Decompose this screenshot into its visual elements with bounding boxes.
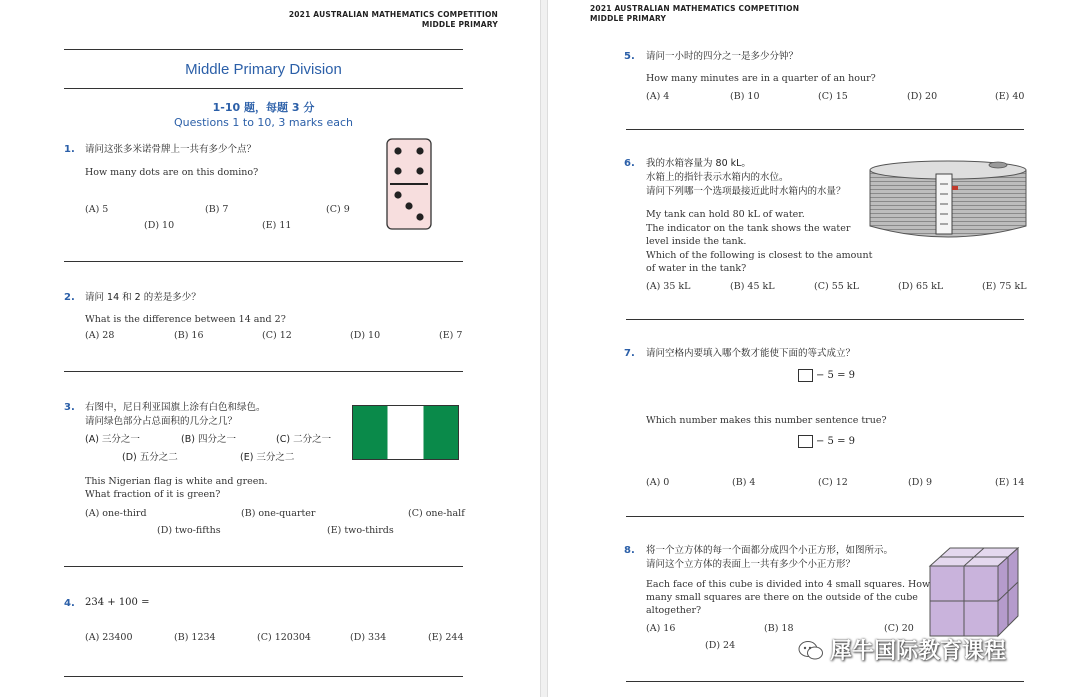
question-text-zh: 将一个立方体的每一个面都分成四个小正方形，如图所示。: [646, 545, 894, 556]
tank-level-indicator: [952, 186, 958, 190]
domino-dot: [405, 202, 412, 209]
option-c[interactable]: (C) 120304: [257, 632, 311, 643]
option-a[interactable]: (A) 16: [646, 623, 676, 634]
option-a[interactable]: (A) 35 kL: [646, 281, 691, 292]
domino-dot: [416, 167, 423, 174]
question-text-en: The indicator on the tank shows the water: [646, 223, 851, 234]
question-text-zh: 请问一小时的四分之一是多少分钟？: [646, 51, 799, 62]
division-title: Middle Primary Division: [185, 61, 342, 78]
question-number: 6.: [624, 158, 635, 169]
divider: [64, 676, 463, 677]
question-text-en: Each face of this cube is divided into 4 small squares. How: [646, 579, 931, 590]
cube-image: [928, 546, 1020, 638]
option-c[interactable]: (C) 12: [818, 477, 848, 488]
question-text-en: How many minutes are in a quarter of an hour?: [646, 73, 876, 84]
option-e[interactable]: (E) 40: [995, 91, 1025, 102]
divider: [64, 566, 463, 567]
blank-box[interactable]: [798, 369, 813, 382]
domino-dot: [394, 167, 401, 174]
nigerian-flag-image: [352, 405, 459, 460]
option-e[interactable]: (E) 11: [262, 220, 292, 231]
question-number: 8.: [624, 545, 635, 556]
option-b[interactable]: (B) 16: [174, 330, 204, 341]
watermark: [798, 634, 1006, 665]
flag-green-left: [353, 406, 388, 460]
option-c[interactable]: (C) 55 kL: [814, 281, 859, 292]
domino-dot: [394, 191, 401, 198]
option-a[interactable]: (A) 23400: [85, 632, 133, 643]
option-b[interactable]: (B) 7: [205, 204, 229, 215]
question-text-zh: 请问这张多米诺骨牌上一共有多少个点？: [85, 144, 257, 155]
flag-white-center: [388, 406, 424, 460]
question-text-en: What is the difference between 14 and 2?: [85, 314, 286, 325]
divider: [626, 129, 1024, 130]
question-number: 7.: [624, 348, 635, 359]
right-page: [548, 0, 1080, 697]
section-heading-zh: 1-10 题，每题 3 分: [212, 101, 315, 114]
question-text-en: many small squares are there on the outside of the cube: [646, 592, 918, 603]
option-d[interactable]: (D) 24: [705, 640, 736, 651]
divider: [626, 319, 1024, 320]
question-text-en: altogether?: [646, 605, 702, 616]
divider: [626, 681, 1024, 682]
option-zh-a[interactable]: (A) 三分之一: [85, 434, 140, 445]
header-line2: MIDDLE PRIMARY: [421, 20, 498, 29]
option-a[interactable]: (A) 4: [646, 91, 670, 102]
option-d[interactable]: (D) 65 kL: [898, 281, 944, 292]
expression: 234 + 100 =: [85, 597, 150, 608]
number-sentence: [798, 369, 855, 382]
question-text-zh: 右图中，尼日利亚国旗上涂有白色和绿色。: [85, 402, 266, 413]
domino-dot: [394, 147, 401, 154]
divider: [64, 261, 463, 262]
question-text-zh: 请问下列哪一个选项最接近此时水箱内的水量？: [646, 186, 846, 197]
question-text-en: level inside the tank.: [646, 236, 747, 247]
option-e[interactable]: (E) 14: [995, 477, 1025, 488]
option-a[interactable]: (A) one-third: [85, 508, 147, 519]
divider: [626, 516, 1024, 517]
option-zh-d[interactable]: (D) 五分之二: [122, 452, 178, 463]
header-line1: 2021 AUSTRALIAN MATHEMATICS COMPETITION: [590, 4, 800, 13]
header-line1: 2021 AUSTRALIAN MATHEMATICS COMPETITION: [288, 10, 498, 19]
section-heading-en: Questions 1 to 10, 3 marks each: [173, 116, 354, 129]
option-c[interactable]: (C) 15: [818, 91, 848, 102]
option-b[interactable]: (B) 10: [730, 91, 760, 102]
question-number: 3.: [64, 402, 75, 413]
question-text-zh: 我的水箱容量为 80 kL。: [646, 158, 751, 169]
option-zh-b[interactable]: (B) 四分之一: [181, 434, 236, 445]
question-text-en: of water in the tank?: [646, 263, 747, 274]
option-c[interactable]: (C) 20: [884, 623, 914, 634]
equation-text: − 5 = 9: [816, 436, 856, 447]
option-a[interactable]: (A) 28: [85, 330, 115, 341]
domino-image: [386, 138, 432, 230]
divider: [64, 371, 463, 372]
option-d[interactable]: (D) 334: [350, 632, 387, 643]
blank-box[interactable]: [798, 435, 813, 448]
question-text-zh: 水箱上的指针表示水箱内的水位。: [646, 172, 789, 183]
option-c[interactable]: (C) 9: [326, 204, 350, 215]
option-zh-c[interactable]: (C) 二分之一: [276, 434, 332, 445]
page-gutter: [540, 0, 548, 697]
option-zh-e[interactable]: (E) 三分之二: [240, 452, 295, 463]
option-b[interactable]: (B) 4: [732, 477, 756, 488]
option-b[interactable]: (B) one-quarter: [241, 508, 316, 519]
question-text-zh: 请问这个立方体的表面上一共有多少个小正方形？: [646, 559, 856, 570]
question-text-zh: 请问 14 和 2 的差是多少？: [85, 292, 201, 303]
option-c[interactable]: (C) 12: [262, 330, 292, 341]
question-text-en: What fraction of it is green?: [85, 489, 221, 500]
question-text-en: How many dots are on this domino?: [85, 167, 259, 178]
page-header: [289, 10, 498, 30]
flag-green-right: [424, 406, 459, 460]
option-d[interactable]: (D) 9: [908, 477, 933, 488]
option-e[interactable]: (E) two-thirds: [327, 525, 394, 536]
question-number: 2.: [64, 292, 75, 303]
option-b[interactable]: (B) 1234: [174, 632, 216, 643]
question-text-en: Which of the following is closest to the amount: [646, 250, 873, 261]
watermark-text: 犀牛国际教育课程: [830, 639, 1007, 664]
equation-text: − 5 = 9: [816, 370, 856, 381]
option-e[interactable]: (E) 75 kL: [982, 281, 1027, 292]
question-text-zh: 请问空格内要填入哪个数才能使下面的等式成立？: [646, 348, 856, 359]
option-d[interactable]: (D) 10: [350, 330, 381, 341]
option-d[interactable]: (D) 20: [907, 91, 938, 102]
option-e[interactable]: (E) 244: [428, 632, 464, 643]
water-tank-image: [868, 158, 1028, 242]
question-text-en: My tank can hold 80 kL of water.: [646, 209, 805, 220]
question-number: 5.: [624, 51, 635, 62]
question-text-zh: 请问绿色部分占总面积的几分之几？: [85, 416, 238, 427]
divider: [64, 49, 463, 50]
domino-dot: [416, 147, 423, 154]
question-number: 1.: [64, 144, 75, 155]
option-b[interactable]: (B) 45 kL: [730, 281, 775, 292]
chat-bubble-icon: [798, 639, 824, 661]
tank-inlet: [989, 162, 1007, 168]
question-text-en: This Nigerian flag is white and green.: [85, 476, 268, 487]
option-e[interactable]: (E) 7: [439, 330, 463, 341]
option-b[interactable]: (B) 18: [764, 623, 794, 634]
number-sentence: [798, 435, 855, 448]
option-d[interactable]: (D) two-fifths: [157, 525, 221, 536]
option-d[interactable]: (D) 10: [144, 220, 175, 231]
divider: [64, 88, 463, 89]
header-line2: MIDDLE PRIMARY: [590, 14, 667, 23]
question-text-en: Which number makes this number sentence true?: [646, 415, 887, 426]
domino-dot: [416, 213, 423, 220]
page-header: [590, 4, 799, 24]
option-a[interactable]: (A) 0: [646, 477, 670, 488]
option-c[interactable]: (C) one-half: [408, 508, 465, 519]
question-number: 4.: [64, 598, 75, 609]
option-a[interactable]: (A) 5: [85, 204, 109, 215]
